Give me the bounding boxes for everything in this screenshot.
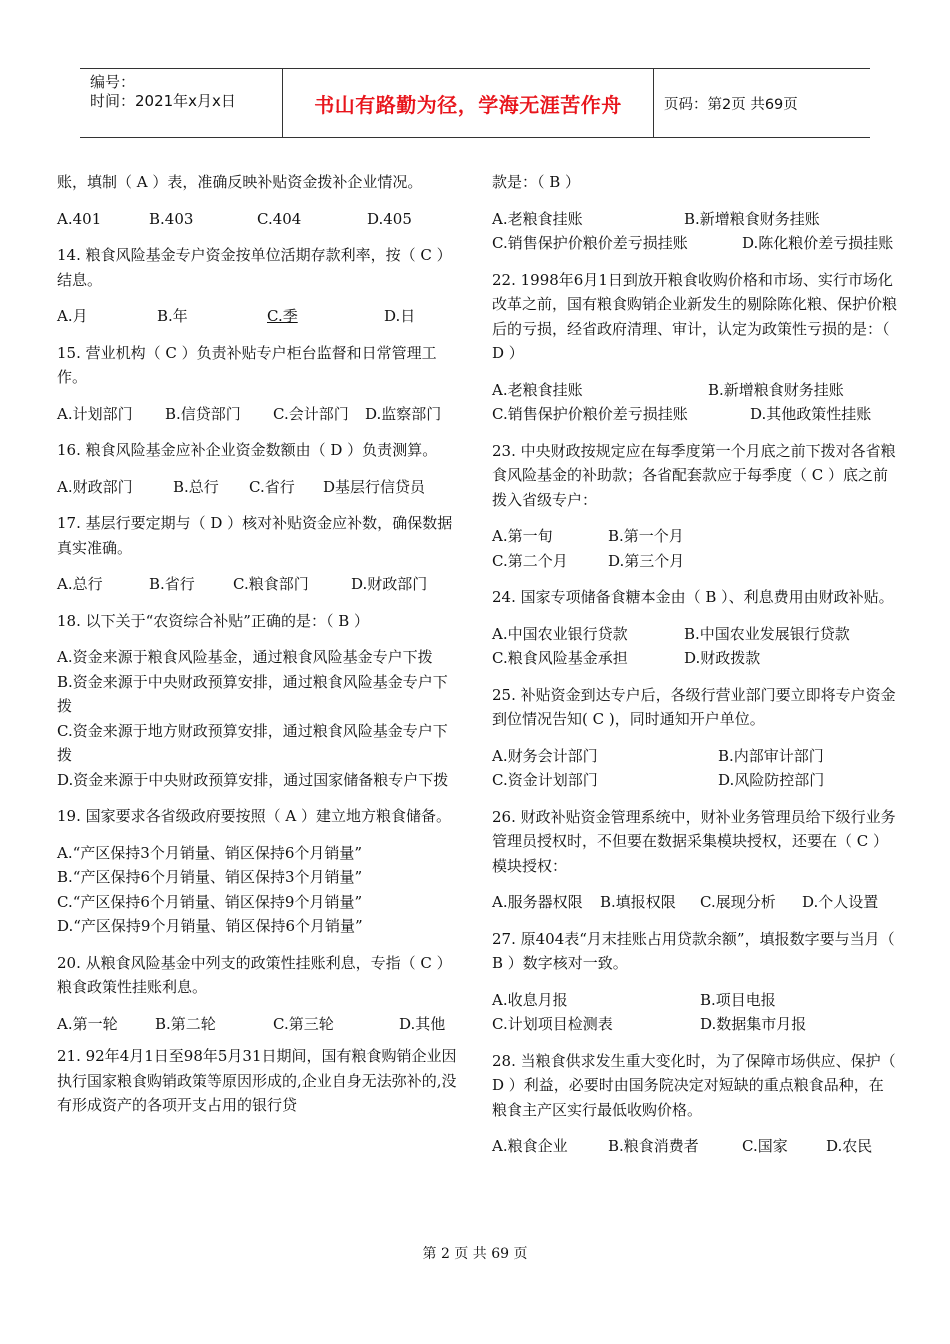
q23-options-row1: [492, 524, 897, 549]
q19-option-b: B.“产区保持6个月销量、销区保持3个月销量”: [57, 868, 363, 886]
option: A.第一旬: [492, 527, 553, 545]
question-21-continued: 款是：（ B ）: [492, 173, 581, 191]
option: B.信贷部门: [165, 404, 241, 423]
option: A.财务会计部门: [492, 746, 598, 765]
q18-option-a: A.资金来源于粮食风险基金，通过粮食风险基金专户下拨: [57, 648, 433, 666]
option: C.404: [257, 209, 302, 228]
option: D.其他: [399, 1014, 446, 1033]
q13-options: [57, 207, 462, 232]
q21-options-row1: [492, 207, 897, 232]
option: D.日: [384, 307, 416, 325]
option: A.服务器权限: [492, 893, 583, 911]
question-27: 27. 原404表“月末挂账占用贷款余额”，填报数字要与当月（ B ）数字核对一致。: [492, 929, 895, 972]
left-column: [57, 170, 462, 1118]
option: D基层行信贷员: [323, 477, 426, 496]
q19-option-a: A.“产区保持3个月销量、销区保持6个月销量”: [57, 843, 363, 862]
option: A.月: [57, 307, 88, 325]
header-motto-cell: [282, 69, 654, 137]
option: C.国家: [742, 1137, 788, 1155]
option: C.粮食风险基金承担: [492, 649, 628, 667]
option: D.陈化粮价差亏损挂账: [742, 234, 894, 252]
option: A.401: [57, 209, 102, 228]
q21-options-row2: [492, 231, 897, 256]
option: C.季: [267, 307, 298, 325]
q19-option-d: D.“产区保持9个月销量、销区保持6个月销量”: [57, 917, 363, 935]
question-26: 26. 财政补贴资金管理系统中，财补业务管理员给下级行业务管理员授权时，不但要在数据采集模块授权，还要在（ C ）模块授权：: [492, 807, 896, 875]
option: A.老粮食挂账: [492, 380, 583, 399]
q18-option-d: D.资金来源于中央财政预算安排，通过国家储备粮专户下拨: [57, 770, 449, 789]
header-meta: [80, 69, 282, 137]
option: B.省行: [149, 575, 195, 593]
option: D.风险防控部门: [718, 771, 825, 789]
option: A.第一轮: [57, 1014, 118, 1033]
option: D.财政拨款: [684, 649, 761, 667]
option: A.中国农业银行贷款: [492, 624, 628, 643]
q27-options-row1: [492, 988, 897, 1013]
option: C.展现分析: [700, 893, 776, 911]
q18-option-b: B.资金来源于中央财政预算安排，通过粮食风险基金专户下拨: [57, 672, 448, 715]
q22-options-row2: [492, 402, 897, 427]
question-20: 20. 从粮食风险基金中列支的政策性挂账利息，专指（ C ）粮食政策性挂账利息。: [57, 953, 452, 996]
option: C.会计部门: [273, 404, 349, 423]
option: D.监察部门: [365, 404, 442, 423]
option: B.第一个月: [608, 527, 684, 545]
number-label: 编号：: [90, 73, 136, 91]
header-page-cell: [654, 69, 870, 137]
right-column: [492, 170, 897, 1159]
q16-options: [57, 475, 462, 500]
option: A.财政部门: [57, 477, 133, 496]
option: A.总行: [57, 575, 103, 593]
question-15: 15. 营业机构（ C ）负责补贴专户柜台监督和日常管理工作。: [57, 343, 437, 386]
option: B.项目电报: [700, 990, 776, 1009]
option: B.总行: [173, 477, 219, 496]
option: B.新增粮食财务挂账: [708, 380, 844, 399]
option: C.粮食部门: [233, 575, 309, 593]
option: D.财政部门: [351, 575, 428, 593]
question-18: 18. 以下关于“农资综合补贴”正确的是：（ B ）: [57, 611, 370, 630]
q14-options: [57, 304, 462, 329]
page-footer: 第 2 页 共 69 页: [422, 1246, 528, 1262]
q24-options-row1: [492, 622, 897, 647]
option: C.第二个月: [492, 551, 568, 570]
question-19: 19. 国家要求各省级政府要按照（ A ）建立地方粮食储备。: [57, 807, 451, 825]
option: C.计划项目检测表: [492, 1015, 613, 1033]
option: A.粮食企业: [492, 1137, 568, 1155]
question-28: 28. 当粮食供求发生重大变化时，为了保障市场供应、保护（ D ）利益，必要时由国务院决定对短缺的重点粮食品种，在粮食主产区实行最低收购价格。: [492, 1051, 896, 1119]
option: B.内部审计部门: [718, 746, 824, 765]
option: D.个人设置: [802, 893, 879, 911]
q25-options-row1: [492, 744, 897, 769]
q20-options: [57, 1012, 462, 1037]
page-label: 页码：第2页 共69页: [664, 96, 798, 113]
option: B.填报权限: [600, 893, 676, 911]
question-23: 23. 中央财政按规定应在每季度第一个月底之前下拨对各省粮食风险基金的补助款；各省配套款应于每季度（ C ）底之前拨入省级专户：: [492, 441, 896, 509]
option: D.第三个月: [608, 551, 685, 570]
page-header: [80, 68, 870, 138]
q15-options: [57, 402, 462, 427]
option: C.省行: [249, 477, 295, 496]
question-24: 24. 国家专项储备食糖本金由（ B ）、利息费用由财政补贴。: [492, 588, 894, 606]
question-22: 22. 1998年6月1日到放开粮食收购价格和市场、实行市场化改革之前，国有粮食购销企业新发生的剔除陈化粮、保护价粮后的亏损，经省政府清理、审计，认定为政策性亏损的是：（ D ）: [492, 270, 898, 362]
option: C.资金计划部门: [492, 771, 598, 789]
option: D.数据集市月报: [700, 1015, 807, 1033]
q28-options: [492, 1134, 897, 1159]
q19-option-c: C.“产区保持6个月销量、销区保持9个月销量”: [57, 892, 363, 911]
option: D.其他政策性挂账: [750, 405, 872, 423]
q18-option-c: C.资金来源于地方财政预算安排，通过粮食风险基金专户下拨: [57, 721, 448, 764]
q24-options-row2: [492, 646, 897, 671]
q17-options: [57, 572, 462, 597]
option: B.年: [157, 307, 188, 325]
option: B.新增粮食财务挂账: [684, 209, 820, 228]
option: B.粮食消费者: [608, 1137, 699, 1155]
option: C.销售保护价粮价差亏损挂账: [492, 405, 688, 423]
option: A.计划部门: [57, 404, 133, 423]
question-13-continued: 账，填制（ A ）表，准确反映补贴资金拨补企业情况。: [57, 173, 423, 191]
option: D.405: [367, 209, 412, 228]
motto: 书山有路勤为径，学海无涯苦作舟: [314, 92, 622, 117]
option: B.403: [149, 209, 194, 228]
question-25: 25. 补贴资金到达专户后，各级行营业部门要立即将专户资金到位情况告知( C )，同时通知开户单位。: [492, 685, 896, 728]
q26-options: [492, 890, 897, 915]
option: D.农民: [826, 1137, 873, 1155]
question-14: 14. 粮食风险基金专户资金按单位活期存款利率，按（ C ）结息。: [57, 246, 452, 289]
q27-options-row2: [492, 1012, 897, 1037]
option: B.中国农业发展银行贷款: [684, 624, 850, 643]
option: C.销售保护价粮价差亏损挂账: [492, 234, 688, 252]
question-21: 21. 92年4月1日至98年5月31日期间，国有粮食购销企业因执行国家粮食购销政策等原因形成的,企业自身无法弥补的,没有形成资产的各项开支占用的银行贷: [57, 1047, 457, 1114]
question-16: 16. 粮食风险基金应补企业资金数额由（ D ）负责测算。: [57, 441, 438, 459]
q22-options-row1: [492, 378, 897, 403]
option: B.第二轮: [155, 1014, 216, 1033]
date-label: 时间：2021年x月x日: [90, 92, 236, 110]
option: A.收息月报: [492, 990, 568, 1009]
option: C.第三轮: [273, 1014, 334, 1033]
q23-options-row2: [492, 549, 897, 574]
option: A.老粮食挂账: [492, 209, 583, 228]
question-17: 17. 基层行要定期与（ D ）核对补贴资金应补数，确保数据真实准确。: [57, 514, 453, 557]
q25-options-row2: [492, 768, 897, 793]
